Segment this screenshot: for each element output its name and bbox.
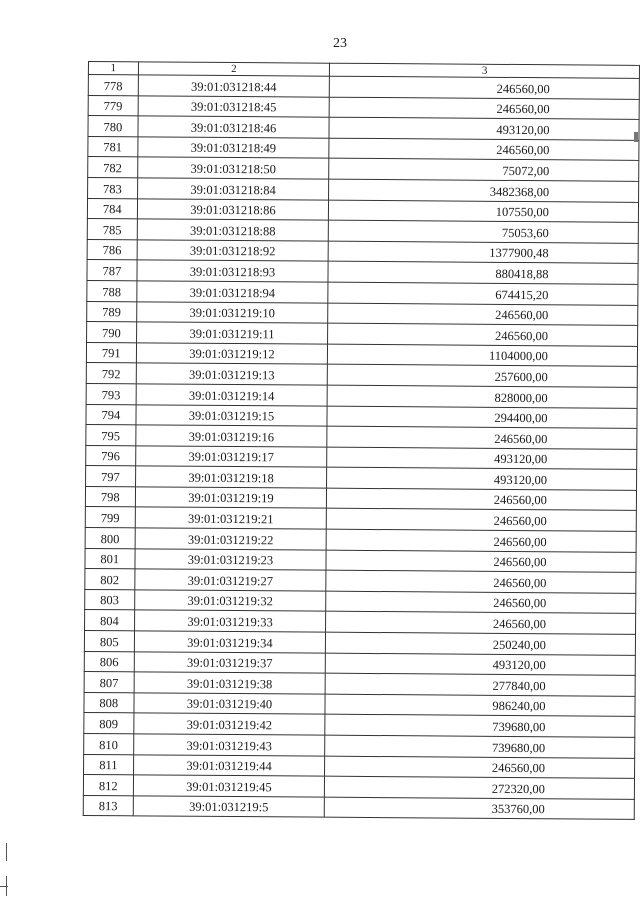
- row-number-cell: 805: [84, 631, 134, 652]
- row-number-cell: 806: [84, 651, 134, 672]
- cadastral-number-cell: 39:01:031219:38: [134, 672, 326, 694]
- row-number-cell: 786: [87, 239, 137, 260]
- row-number-cell: 790: [87, 322, 137, 343]
- row-number-cell: 793: [86, 383, 136, 404]
- row-number-cell: 791: [86, 342, 136, 363]
- cadastral-value-cell: 246560,00: [328, 303, 638, 326]
- row-number-cell: 796: [86, 445, 136, 466]
- cadastral-number-cell: 39:01:031218:46: [138, 116, 330, 138]
- cadastral-number-cell: 39:01:031219:45: [133, 775, 325, 797]
- cadastral-value-cell: 75053,60: [329, 220, 639, 243]
- row-number-cell: 808: [84, 692, 134, 713]
- row-number-cell: 788: [87, 280, 137, 301]
- row-number-cell: 797: [86, 466, 136, 487]
- row-number-cell: 784: [87, 198, 137, 219]
- column-header-1: 1: [88, 62, 138, 75]
- cadastral-value-cell: 1377900,48: [328, 241, 638, 264]
- cadastral-number-cell: 39:01:031218:84: [137, 178, 329, 200]
- column-header-2: 2: [138, 62, 330, 76]
- cadastral-number-cell: 39:01:031219:34: [134, 631, 326, 653]
- cadastral-number-cell: 39:01:031218:86: [137, 198, 329, 220]
- cadastral-value-cell: 246560,00: [327, 488, 637, 511]
- row-number-cell: 794: [86, 404, 136, 425]
- cadastral-number-cell: 39:01:031219:13: [136, 363, 328, 385]
- cadastral-value-cell: 353760,00: [325, 797, 635, 820]
- cadastral-value-cell: 246560,00: [326, 612, 636, 635]
- cadastral-number-cell: 39:01:031218:92: [137, 240, 329, 262]
- cadastral-number-cell: 39:01:031219:15: [136, 404, 328, 426]
- cadastral-value-cell: 3482368,00: [329, 179, 639, 202]
- page-number: 23: [333, 36, 347, 51]
- row-number-cell: 804: [85, 610, 135, 631]
- cadastral-value-cell: 493120,00: [327, 467, 637, 490]
- cadastral-value-cell: 246560,00: [326, 529, 636, 552]
- cadastral-value-cell: 739680,00: [325, 715, 635, 738]
- table-body: [83, 62, 639, 820]
- cadastral-value-cell: 246560,00: [326, 570, 636, 593]
- cadastral-number-cell: 39:01:031219:14: [136, 384, 328, 406]
- cadastral-number-cell: 39:01:031219:37: [134, 651, 326, 673]
- cadastral-value-cell: 493120,00: [327, 447, 637, 470]
- cadastral-number-cell: 39:01:031219:16: [135, 425, 327, 447]
- cadastral-value-cell: 257600,00: [328, 364, 638, 387]
- cadastral-number-cell: 39:01:031219:27: [134, 569, 326, 591]
- cadastral-number-cell: 39:01:031218:49: [137, 137, 329, 159]
- cadastral-value-cell: 1104000,00: [328, 344, 638, 367]
- cadastral-number-cell: 39:01:031219:10: [136, 301, 328, 323]
- row-number-cell: 802: [85, 569, 135, 590]
- cadastral-value-cell: 674415,20: [328, 282, 638, 305]
- row-number-cell: 779: [88, 95, 138, 116]
- cadastral-value-cell: 246560,00: [327, 509, 637, 532]
- table-row: [83, 795, 634, 819]
- row-number-cell: 809: [84, 713, 134, 734]
- row-number-cell: 812: [83, 775, 133, 796]
- row-number-cell: 785: [87, 219, 137, 240]
- cadastral-value-cell: 246560,00: [329, 97, 639, 120]
- cadastral-value-cell: 246560,00: [327, 426, 637, 449]
- cadastral-number-cell: 39:01:031219:23: [135, 548, 327, 570]
- row-number-cell: 803: [85, 589, 135, 610]
- binding-tick: [0, 886, 8, 887]
- cadastral-value-cell: 246560,00: [330, 76, 640, 99]
- cadastral-number-cell: 39:01:031219:18: [135, 466, 327, 488]
- cadastral-value-cell: 739680,00: [325, 735, 635, 758]
- cadastral-number-cell: 39:01:031219:12: [136, 343, 328, 365]
- cadastral-number-cell: 39:01:031219:21: [135, 507, 327, 529]
- cadastral-number-cell: 39:01:031219:42: [133, 713, 325, 735]
- cadastral-value-cell: 246560,00: [328, 323, 638, 346]
- row-number-cell: 811: [84, 754, 134, 775]
- edge-mark-right: [634, 132, 638, 142]
- cadastral-value-cell: 828000,00: [327, 385, 637, 408]
- cadastral-number-cell: 39:01:031219:43: [133, 734, 325, 756]
- row-number-cell: 795: [86, 425, 136, 446]
- cadastral-value-cell: 246560,00: [326, 550, 636, 573]
- cadastral-value-cell: 277840,00: [325, 673, 635, 696]
- row-number-cell: 783: [88, 177, 138, 198]
- cadastral-number-cell: 39:01:031219:32: [134, 590, 326, 612]
- row-number-cell: 792: [86, 363, 136, 384]
- row-number-cell: 807: [84, 672, 134, 693]
- row-number-cell: 798: [85, 486, 135, 507]
- row-number-cell: 789: [87, 301, 137, 322]
- cadastral-value-cell: 986240,00: [325, 694, 635, 717]
- cadastral-value-cell: 250240,00: [326, 632, 636, 655]
- row-number-cell: 801: [85, 548, 135, 569]
- cadastral-number-cell: 39:01:031219:17: [135, 446, 327, 468]
- binding-mark-top: [6, 843, 7, 861]
- row-number-cell: 810: [84, 733, 134, 754]
- cadastral-number-cell: 39:01:031219:40: [134, 693, 326, 715]
- cadastral-number-cell: 39:01:031218:94: [136, 281, 328, 303]
- cadastral-number-cell: 39:01:031218:44: [138, 75, 330, 97]
- cadastral-number-cell: 39:01:031218:88: [137, 219, 329, 241]
- row-number-cell: 799: [85, 507, 135, 528]
- cadastral-number-cell: 39:01:031219:5: [133, 796, 325, 818]
- row-number-cell: 781: [88, 136, 138, 157]
- cadastral-value-table: [83, 61, 640, 820]
- cadastral-value-cell: 294400,00: [327, 406, 637, 429]
- cadastral-number-cell: 39:01:031219:11: [136, 322, 328, 344]
- cadastral-number-cell: 39:01:031218:45: [138, 95, 330, 117]
- cadastral-number-cell: 39:01:031218:50: [137, 157, 329, 179]
- row-number-cell: 782: [88, 157, 138, 178]
- cadastral-number-cell: 39:01:031218:93: [137, 260, 329, 282]
- row-number-cell: 787: [87, 260, 137, 281]
- cadastral-number-cell: 39:01:031219:22: [135, 528, 327, 550]
- cadastral-number-cell: 39:01:031219:33: [134, 610, 326, 632]
- row-number-cell: 780: [88, 116, 138, 137]
- column-header-3: 3: [330, 63, 640, 78]
- cadastral-value-cell: 880418,88: [328, 262, 638, 285]
- cadastral-value-cell: 75072,00: [329, 159, 639, 182]
- row-number-cell: 813: [83, 795, 133, 816]
- cadastral-value-cell: 272320,00: [325, 776, 635, 799]
- cadastral-value-cell: 246560,00: [325, 756, 635, 779]
- cadastral-value-cell: 107550,00: [329, 200, 639, 223]
- row-number-cell: 800: [85, 528, 135, 549]
- cadastral-value-cell: 246560,00: [326, 591, 636, 614]
- cadastral-value-cell: 246560,00: [329, 138, 639, 161]
- cadastral-value-cell: 493120,00: [326, 653, 636, 676]
- cadastral-number-cell: 39:01:031219:44: [133, 754, 325, 776]
- cadastral-number-cell: 39:01:031219:19: [135, 487, 327, 509]
- row-number-cell: 778: [88, 75, 138, 96]
- cadastral-value-cell: 493120,00: [329, 117, 639, 140]
